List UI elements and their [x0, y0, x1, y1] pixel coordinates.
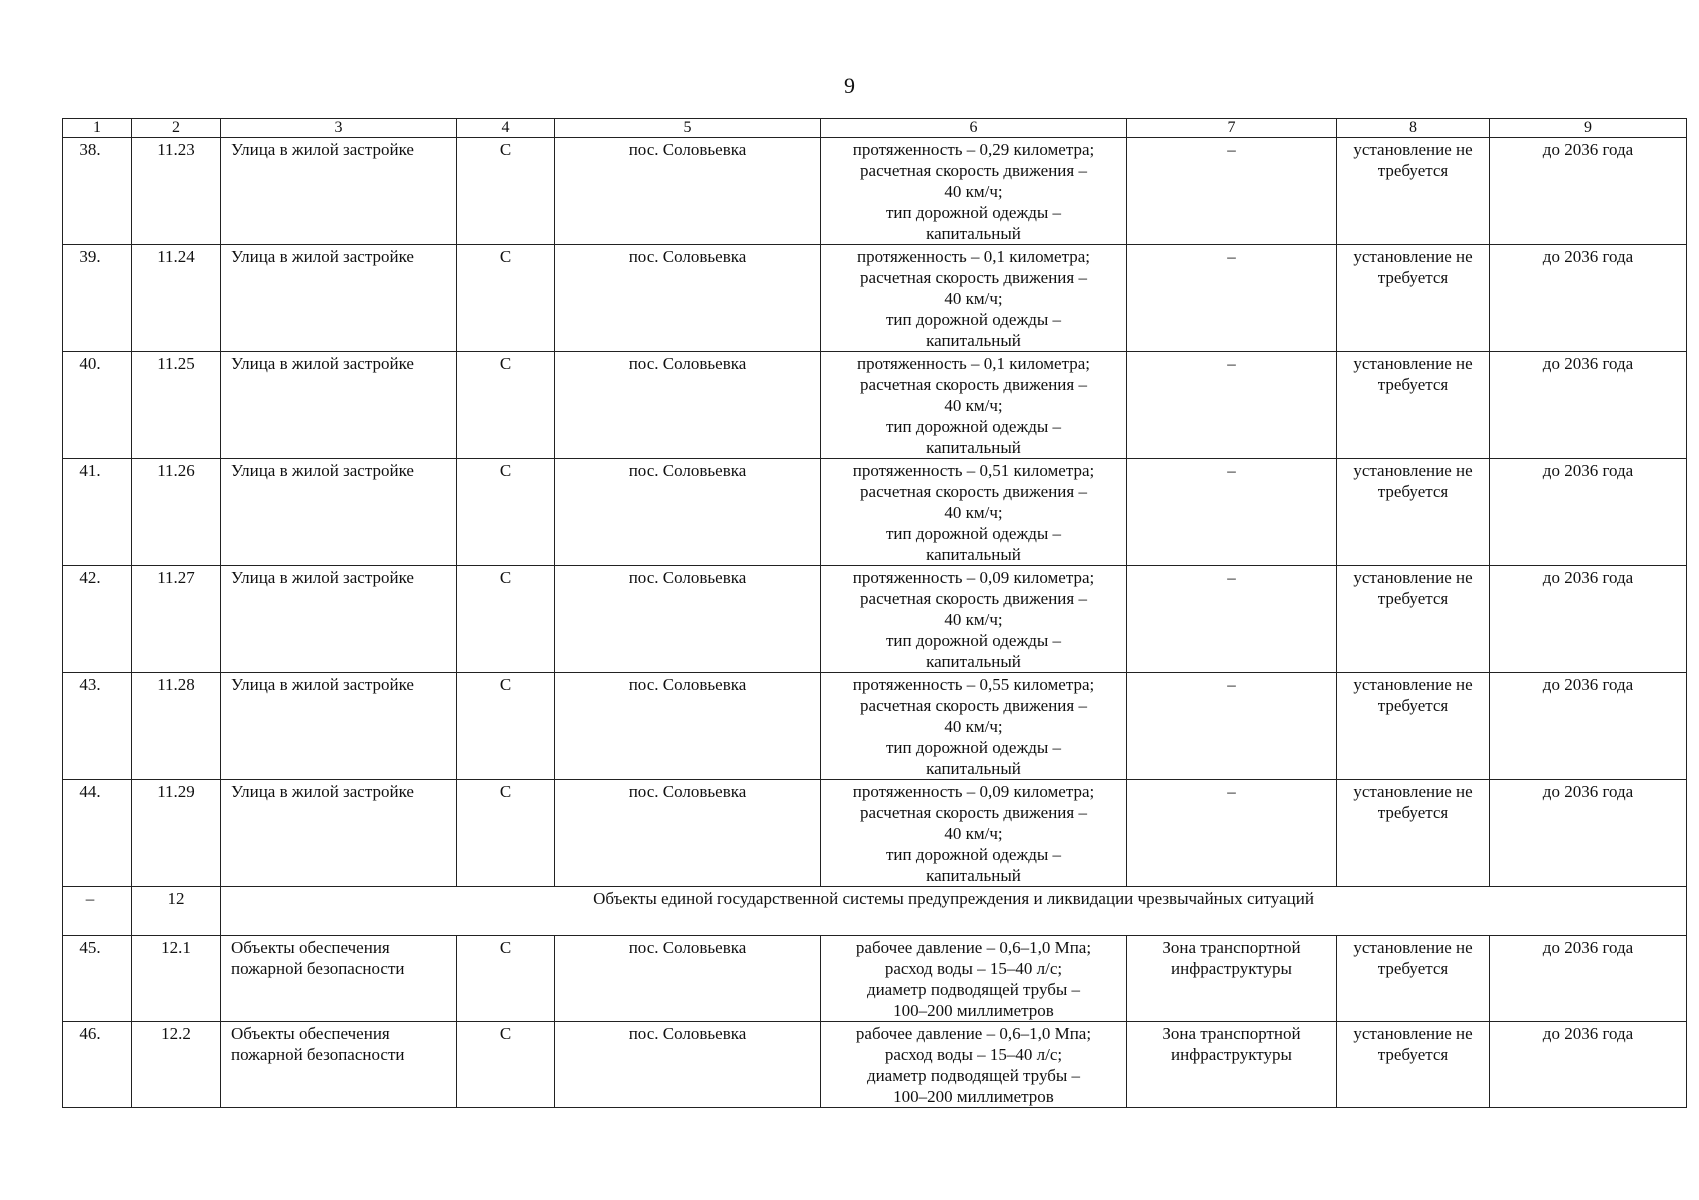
table-row	[63, 1022, 1687, 1108]
objects-table	[62, 118, 1687, 1108]
implementation-term: до 2036 года	[1490, 138, 1687, 245]
parameter-line: тип дорожной одежды –	[885, 524, 1062, 543]
row-number: 45.	[63, 936, 132, 1022]
parameter-line: капитальный	[926, 652, 1021, 671]
row-number: 39.	[63, 245, 132, 352]
parameter-line: капитальный	[926, 545, 1021, 564]
zone-conditions-line: требуется	[1377, 803, 1449, 822]
parameter-line: рабочее давление – 0,6–1,0 Мпа;	[855, 1024, 1092, 1043]
parameter-line: протяженность – 0,1 километра;	[856, 354, 1091, 373]
section-title: Объекты единой государственной системы предупреждения и ликвидации чрезвычайных ситуаций	[221, 887, 1687, 936]
zone-conditions-line: установление не	[1353, 247, 1473, 266]
row-number: 43.	[63, 673, 132, 780]
parameter-line: 100–200 миллиметров	[893, 1001, 1054, 1020]
row-number: 42.	[63, 566, 132, 673]
zone-conditions-line: требуется	[1377, 161, 1449, 180]
parameter-line: капитальный	[926, 331, 1021, 350]
parameter-line: диаметр подводящей трубы –	[866, 980, 1081, 999]
object-name	[221, 936, 457, 1022]
functional-zone	[1127, 936, 1337, 1022]
parameter-line: протяженность – 0,1 километра;	[856, 247, 1091, 266]
parameter-line: тип дорожной одежды –	[885, 845, 1062, 864]
parameter-line: капитальный	[926, 224, 1021, 243]
parameter-line: 40 км/ч;	[944, 824, 1003, 843]
implementation-term: до 2036 года	[1490, 780, 1687, 887]
zone-conditions-line: установление не	[1353, 938, 1473, 957]
parameter-line: расход воды – 15–40 л/с;	[884, 959, 1063, 978]
object-name: Улица в жилой застройке	[221, 459, 457, 566]
object-status: С	[457, 1022, 555, 1108]
parameter-line: диаметр подводящей трубы –	[866, 1066, 1081, 1085]
parameter-line: капитальный	[926, 438, 1021, 457]
object-name: Улица в жилой застройке	[221, 245, 457, 352]
object-name: Улица в жилой застройке	[221, 566, 457, 673]
zone-with-special-conditions	[1337, 1022, 1490, 1108]
section-number: –	[63, 887, 132, 936]
object-name-line: пожарной безопасности	[231, 959, 405, 978]
column-number: 3	[221, 119, 457, 138]
table-row	[63, 138, 1687, 245]
implementation-term: до 2036 года	[1490, 673, 1687, 780]
zone-with-special-conditions	[1337, 673, 1490, 780]
object-status: С	[457, 673, 555, 780]
parameter-line: капитальный	[926, 759, 1021, 778]
functional-zone: –	[1127, 352, 1337, 459]
parameter-line: расчетная скорость движения –	[860, 696, 1087, 715]
object-status: С	[457, 459, 555, 566]
object-parameters	[821, 352, 1127, 459]
zone-with-special-conditions	[1337, 936, 1490, 1022]
parameter-line: тип дорожной одежды –	[885, 203, 1062, 222]
implementation-term: до 2036 года	[1490, 936, 1687, 1022]
object-location: пос. Соловьевка	[555, 138, 821, 245]
object-parameters	[821, 566, 1127, 673]
object-parameters	[821, 1022, 1127, 1108]
object-parameters	[821, 936, 1127, 1022]
section-code: 12	[132, 887, 221, 936]
object-code: 12.1	[132, 936, 221, 1022]
table-row	[63, 780, 1687, 887]
functional-zone: –	[1127, 245, 1337, 352]
column-number: 5	[555, 119, 821, 138]
object-status: С	[457, 936, 555, 1022]
parameter-line: тип дорожной одежды –	[885, 417, 1062, 436]
functional-zone-line: Зона транспортной	[1162, 938, 1301, 957]
functional-zone	[1127, 1022, 1337, 1108]
zone-with-special-conditions	[1337, 459, 1490, 566]
parameter-line: расчетная скорость движения –	[860, 161, 1087, 180]
parameter-line: протяженность – 0,51 километра;	[852, 461, 1095, 480]
object-name-line: Объекты обеспечения	[231, 1024, 390, 1043]
parameter-line: протяженность – 0,09 километра;	[852, 568, 1095, 587]
object-location: пос. Соловьевка	[555, 459, 821, 566]
object-code: 11.28	[132, 673, 221, 780]
object-location: пос. Соловьевка	[555, 566, 821, 673]
parameter-line: протяженность – 0,55 километра;	[852, 675, 1095, 694]
zone-conditions-line: требуется	[1377, 268, 1449, 287]
parameter-line: 40 км/ч;	[944, 182, 1003, 201]
zone-conditions-line: установление не	[1353, 675, 1473, 694]
table-row	[63, 566, 1687, 673]
object-name: Улица в жилой застройке	[221, 138, 457, 245]
object-status: С	[457, 245, 555, 352]
parameter-line: расчетная скорость движения –	[860, 803, 1087, 822]
implementation-term: до 2036 года	[1490, 352, 1687, 459]
zone-conditions-line: установление не	[1353, 354, 1473, 373]
parameter-line: расчетная скорость движения –	[860, 375, 1087, 394]
parameter-line: расчетная скорость движения –	[860, 589, 1087, 608]
parameter-line: рабочее давление – 0,6–1,0 Мпа;	[855, 938, 1092, 957]
zone-conditions-line: требуется	[1377, 589, 1449, 608]
functional-zone-line: инфраструктуры	[1171, 1045, 1292, 1064]
functional-zone: –	[1127, 138, 1337, 245]
object-code: 11.26	[132, 459, 221, 566]
column-number: 9	[1490, 119, 1687, 138]
object-status: С	[457, 352, 555, 459]
parameter-line: протяженность – 0,29 километра;	[852, 140, 1095, 159]
zone-conditions-line: требуется	[1377, 1045, 1449, 1064]
object-code: 11.24	[132, 245, 221, 352]
object-status: С	[457, 138, 555, 245]
zone-conditions-line: требуется	[1377, 696, 1449, 715]
zone-conditions-line: установление не	[1353, 1024, 1473, 1043]
parameter-line: 100–200 миллиметров	[893, 1087, 1054, 1106]
column-number-row	[63, 119, 1687, 138]
functional-zone: –	[1127, 566, 1337, 673]
functional-zone: –	[1127, 673, 1337, 780]
column-number: 2	[132, 119, 221, 138]
parameter-line: 40 км/ч;	[944, 610, 1003, 629]
parameter-line: расход воды – 15–40 л/с;	[884, 1045, 1063, 1064]
zone-conditions-line: установление не	[1353, 782, 1473, 801]
object-code: 11.23	[132, 138, 221, 245]
object-parameters	[821, 245, 1127, 352]
functional-zone: –	[1127, 459, 1337, 566]
zone-with-special-conditions	[1337, 352, 1490, 459]
functional-zone: –	[1127, 780, 1337, 887]
zone-conditions-line: установление не	[1353, 461, 1473, 480]
parameter-line: 40 км/ч;	[944, 396, 1003, 415]
zone-conditions-line: требуется	[1377, 959, 1449, 978]
object-location: пос. Соловьевка	[555, 1022, 821, 1108]
zone-with-special-conditions	[1337, 138, 1490, 245]
table-row	[63, 936, 1687, 1022]
object-parameters	[821, 673, 1127, 780]
zone-conditions-line: установление не	[1353, 568, 1473, 587]
zone-with-special-conditions	[1337, 780, 1490, 887]
parameter-line: 40 км/ч;	[944, 503, 1003, 522]
column-number: 1	[63, 119, 132, 138]
implementation-term: до 2036 года	[1490, 566, 1687, 673]
parameter-line: тип дорожной одежды –	[885, 738, 1062, 757]
implementation-term: до 2036 года	[1490, 459, 1687, 566]
object-name: Улица в жилой застройке	[221, 780, 457, 887]
row-number: 46.	[63, 1022, 132, 1108]
parameter-line: протяженность – 0,09 километра;	[852, 782, 1095, 801]
zone-conditions-line: требуется	[1377, 375, 1449, 394]
column-number: 4	[457, 119, 555, 138]
object-code: 11.29	[132, 780, 221, 887]
zone-conditions-line: требуется	[1377, 482, 1449, 501]
object-parameters	[821, 138, 1127, 245]
parameter-line: 40 км/ч;	[944, 717, 1003, 736]
functional-zone-line: Зона транспортной	[1162, 1024, 1301, 1043]
object-location: пос. Соловьевка	[555, 245, 821, 352]
implementation-term: до 2036 года	[1490, 245, 1687, 352]
table-row	[63, 673, 1687, 780]
object-name: Улица в жилой застройке	[221, 673, 457, 780]
object-location: пос. Соловьевка	[555, 673, 821, 780]
object-name: Улица в жилой застройке	[221, 352, 457, 459]
functional-zone-line: инфраструктуры	[1171, 959, 1292, 978]
row-number: 38.	[63, 138, 132, 245]
object-parameters	[821, 780, 1127, 887]
object-status: С	[457, 566, 555, 673]
page-number: 9	[844, 73, 855, 98]
object-code: 12.2	[132, 1022, 221, 1108]
column-number: 6	[821, 119, 1127, 138]
object-name	[221, 1022, 457, 1108]
parameter-line: капитальный	[926, 866, 1021, 885]
parameter-line: 40 км/ч;	[944, 289, 1003, 308]
parameter-line: расчетная скорость движения –	[860, 482, 1087, 501]
object-status: С	[457, 780, 555, 887]
implementation-term: до 2036 года	[1490, 1022, 1687, 1108]
object-location: пос. Соловьевка	[555, 780, 821, 887]
object-location: пос. Соловьевка	[555, 936, 821, 1022]
parameter-line: расчетная скорость движения –	[860, 268, 1087, 287]
parameter-line: тип дорожной одежды –	[885, 631, 1062, 650]
column-number: 8	[1337, 119, 1490, 138]
zone-with-special-conditions	[1337, 566, 1490, 673]
object-name-line: Объекты обеспечения	[231, 938, 390, 957]
object-code: 11.25	[132, 352, 221, 459]
column-number: 7	[1127, 119, 1337, 138]
object-parameters	[821, 459, 1127, 566]
object-name-line: пожарной безопасности	[231, 1045, 405, 1064]
parameter-line: тип дорожной одежды –	[885, 310, 1062, 329]
table-row	[63, 459, 1687, 566]
row-number: 40.	[63, 352, 132, 459]
zone-conditions-line: установление не	[1353, 140, 1473, 159]
object-location: пос. Соловьевка	[555, 352, 821, 459]
table-row	[63, 245, 1687, 352]
row-number: 44.	[63, 780, 132, 887]
section-row	[63, 887, 1687, 936]
zone-with-special-conditions	[1337, 245, 1490, 352]
object-code: 11.27	[132, 566, 221, 673]
row-number: 41.	[63, 459, 132, 566]
table-row	[63, 352, 1687, 459]
